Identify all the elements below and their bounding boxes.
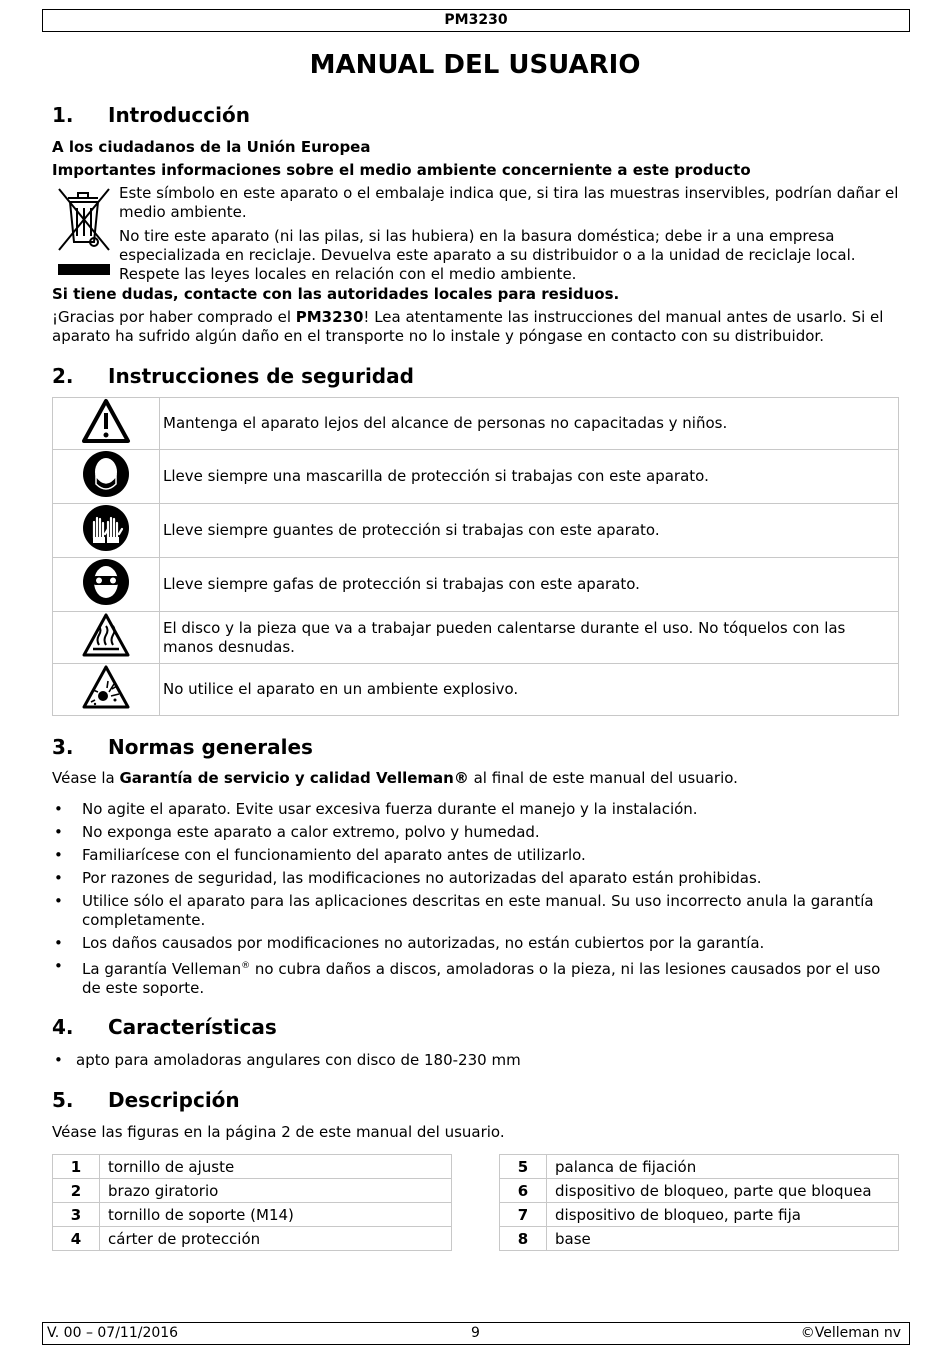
footer-version: V. 00 – 07/11/2016 [47,1325,179,1341]
table-row [53,1155,452,1179]
doubts-note: Si tiene dudas, contacte con las autoridades locales para residuos. [52,285,620,303]
warranty-reference: Garantía de servicio y calidad Velleman® [119,769,469,787]
section-number: 4. [52,1015,74,1039]
thanks-paragraph [52,308,892,346]
parts-table-right [499,1154,899,1251]
part-number: 6 [500,1179,547,1203]
safety-icon-cell [53,450,160,504]
section-title: Características [108,1015,277,1039]
eu-heading: A los ciudadanos de la Unión Europea [52,138,371,156]
part-number: 5 [500,1155,547,1179]
part-name: dispositivo de bloqueo, parte que bloquea [547,1179,899,1203]
part-number: 7 [500,1203,547,1227]
section-4-heading [52,1015,277,1039]
bullet: • [54,1051,63,1069]
part-number: 8 [500,1227,547,1251]
list-item: • Los daños causados por modificaciones no autorizadas, no están cubiertos por la garantía. [52,934,892,953]
part-number: 4 [53,1227,100,1251]
footer-page-number: 9 [471,1325,480,1341]
page-footer [42,1322,910,1345]
safety-text: El disco y la pieza que va a trabajar pueden calentarse durante el uso. No tóquelos con las manos desnudas. [160,612,899,664]
safety-text: Mantenga el aparato lejos del alcance de personas no capacitadas y niños. [160,398,899,450]
section-number: 1. [52,103,74,127]
table-row [500,1227,899,1251]
part-name: tornillo de soporte (M14) [100,1203,452,1227]
section-5-heading [52,1088,240,1112]
description-intro: Véase las figuras en la página 2 de este manual del usuario. [52,1123,505,1141]
list-item: • Por razones de seguridad, las modificaciones no autorizadas del aparato están prohibidas. [52,869,892,888]
section-2-heading [52,364,414,388]
safety-text: Lleve siempre guantes de protección si trabajas con este aparato. [160,504,899,558]
table-row [500,1155,899,1179]
list-item [52,957,892,998]
part-number: 3 [53,1203,100,1227]
hot-surface-icon [81,612,131,658]
section-title: Normas generales [108,735,313,759]
part-name: palanca de fijación [547,1155,899,1179]
parts-table-left [52,1154,452,1251]
section-number: 3. [52,735,74,759]
table-row [53,1179,452,1203]
part-number: 1 [53,1155,100,1179]
list-item: • No agite el aparato. Evite usar excesiva fuerza durante el manejo y la instalación. [52,800,892,819]
safety-table [52,397,899,716]
registered-mark: ® [241,961,251,971]
section-title: Introducción [108,103,250,127]
features-item [52,1051,521,1070]
safety-row [53,504,899,558]
gloves-icon [82,504,130,552]
section-1-heading [52,103,250,127]
thanks-pre: ¡Gracias por haber comprado el [52,308,296,326]
list-item: • No exponga este aparato a calor extremo, polvo y humedad. [52,823,892,842]
thanks-post: ! Lea atentamente las instrucciones del manual antes de usarlo. Si el aparato ha sufrido algún daño en el transporte no lo instale y póngase en contacto con su distribuidor. [52,308,884,345]
table-row [500,1203,899,1227]
safety-text: Lleve siempre una mascarilla de protección si trabajas con este aparato. [160,450,899,504]
weee-bin-icon [54,184,114,278]
part-number: 2 [53,1179,100,1203]
safety-text: Lleve siempre gafas de protección si trabajas con este aparato. [160,558,899,612]
dust-mask-icon [82,450,130,498]
safety-text: No utilice el aparato en un ambiente explosivo. [160,664,899,716]
goggles-icon [82,558,130,606]
safety-icon-cell [53,664,160,716]
safety-row [53,664,899,716]
env-heading: Importantes informaciones sobre el medio ambiente concerniente a este producto [52,161,751,179]
header-model: PM3230 [444,12,508,28]
safety-icon-cell [53,504,160,558]
general-rules-intro [52,769,738,788]
intro-post: al final de este manual del usuario. [468,769,738,787]
part-name: brazo giratorio [100,1179,452,1203]
general-rules-list [52,800,892,1002]
list-item-pre: La garantía Velleman [82,960,242,978]
table-row [53,1203,452,1227]
section-number: 5. [52,1088,74,1112]
safety-icon-cell [53,398,160,450]
section-3-heading [52,735,313,759]
table-row [500,1179,899,1203]
document-title-text: MANUAL DEL USUARIO [309,50,641,80]
section-title: Instrucciones de seguridad [108,364,414,388]
safety-row [53,612,899,664]
safety-icon-cell [53,612,160,664]
intro-pre: Véase la [52,769,120,787]
part-name: dispositivo de bloqueo, parte fija [547,1203,899,1227]
list-item: • Utilice sólo el aparato para las aplicaciones descritas en este manual. Su uso incorrecto anula la garantía completamente. [52,892,892,930]
part-name: tornillo de ajuste [100,1155,452,1179]
section-number: 2. [52,364,74,388]
weee-paragraph-1: Este símbolo en este aparato o el embalaje indica que, si tira las muestras inservibles, podrían dañar el medio ambiente. [119,184,899,221]
document-title [0,50,950,80]
page-header [42,9,910,32]
safety-icon-cell [53,558,160,612]
thanks-model: PM3230 [295,308,364,326]
section-title: Descripción [108,1088,240,1112]
footer-copyright: ©Velleman nv [800,1325,901,1341]
explosive-icon [81,664,131,710]
safety-row [53,398,899,450]
weee-paragraph-2: No tire este aparato (ni las pilas, si las hubiera) en la basura doméstica; debe ir a una empresa especializada en reciclaje. Devuelva este aparato a su distribuidor o a la unidad de reciclaje local. Respete las leyes locales en relación con el medio ambiente. [119,227,856,283]
list-item-post: no cubra daños a discos, amoladoras o la pieza, ni las lesiones causados por el uso de este soporte. [82,960,881,997]
table-row [53,1227,452,1251]
warning-triangle-icon [81,398,131,444]
features-text: apto para amoladoras angulares con disco de 180-230 mm [76,1051,521,1069]
safety-row [53,450,899,504]
part-name: base [547,1227,899,1251]
safety-row [53,558,899,612]
part-name: cárter de protección [100,1227,452,1251]
list-item: • Familiarícese con el funcionamiento del aparato antes de utilizarlo. [52,846,892,865]
